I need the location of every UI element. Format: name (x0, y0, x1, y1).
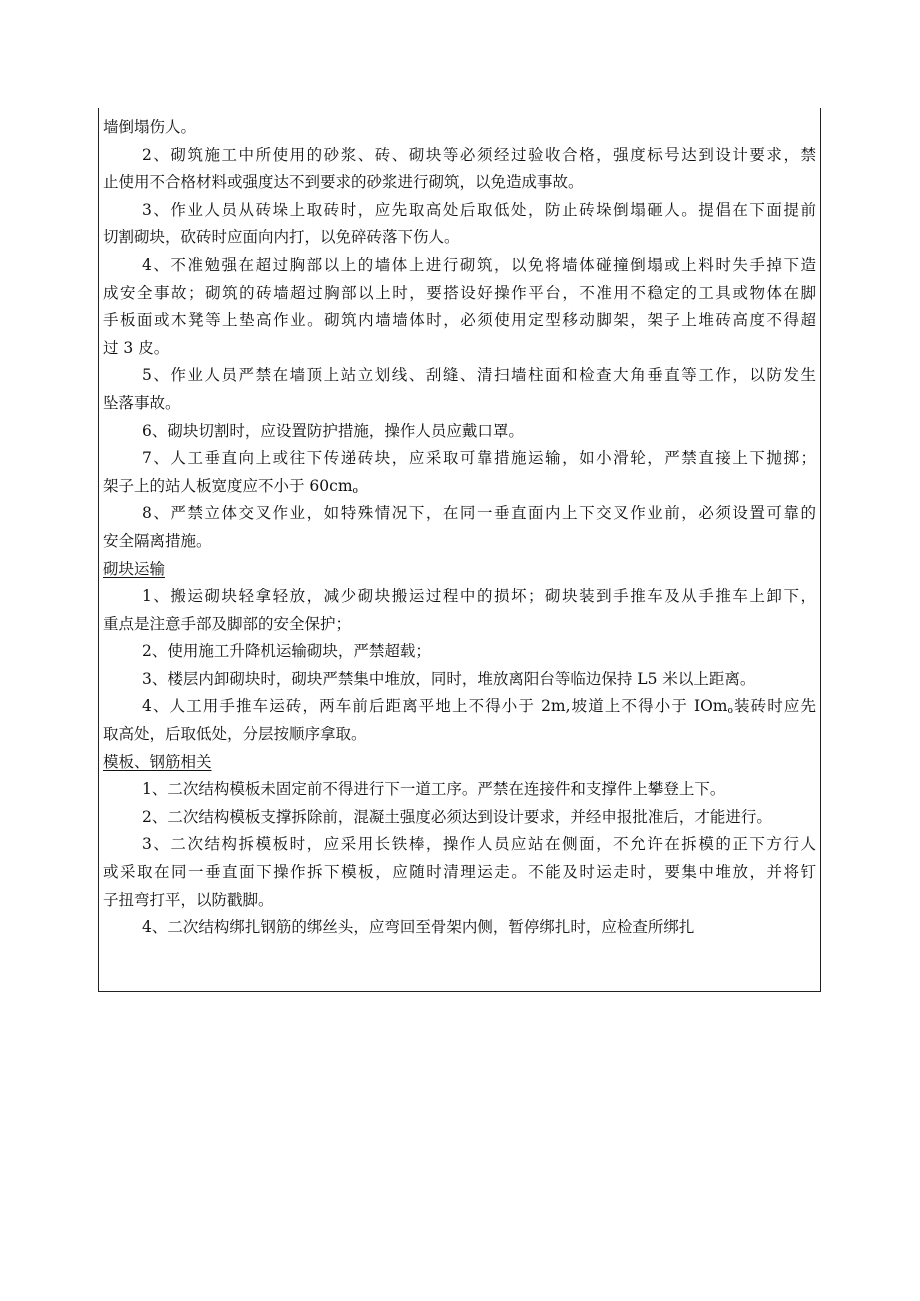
text-line (103, 859, 816, 887)
line-text: 安全隔离措施。 (103, 531, 212, 550)
line-text: 1、搬运砌块轻拿轻放，减少砌块搬运过程中的损坏；砌块装到手推车及从手推车上卸下， (142, 587, 816, 606)
line-text: 3、楼层内卸砌块时，砌块严禁集中堆放，同时，堆放离阳台等临边保持 L5 米以上距离。 (142, 669, 756, 688)
line-text: 止使用不合格材料或强度达不到要求的砂浆进行砌筑，以免造成事故。 (103, 173, 584, 192)
line-text: 子扭弯打平，以防戳脚。 (103, 890, 274, 909)
line-text: 2、使用施工升降机运输砌块，严禁超载； (142, 642, 431, 661)
text-line (103, 473, 816, 501)
text-line (103, 445, 816, 473)
text-line (103, 114, 816, 142)
text-line (103, 638, 816, 666)
line-text: 手板面或木凳等上垫高作业。砌筑内墙墙体时，必须使用定型移动脚架，架子上堆砖高度不得超 (103, 311, 816, 330)
line-text: 坠落事故。 (103, 393, 181, 412)
line-text: 砌块运输 (103, 559, 166, 578)
section-heading (103, 749, 816, 777)
line-text: 取高处，后取低处，分层按顺序拿取。 (103, 725, 367, 744)
line-text: 墙倒塌伤人。 (103, 118, 197, 136)
text-line (103, 280, 816, 308)
line-text: 过 3 皮。 (103, 338, 170, 357)
text-line (103, 804, 816, 832)
text-line (103, 197, 816, 225)
text-line (103, 335, 816, 363)
document-table-cell (98, 108, 821, 992)
text-line (103, 224, 816, 252)
text-line (103, 914, 816, 942)
text-line (103, 252, 816, 280)
text-line (103, 500, 816, 528)
line-text: 或采取在同一垂直面下操作拆下模板，应随时清理运走。不能及时运走时，要集中堆放，并将钉 (103, 863, 816, 882)
line-text: 3、作业人员从砖垛上取砖时，应先取高处后取低处，防止砖垛倒塌砸人。提倡在下面提前 (142, 200, 816, 219)
line-text: 7、人工垂直向上或往下传递砖块，应采取可靠措施运输，如小滑轮，严禁直接上下抛掷； (142, 449, 816, 468)
text-line (103, 887, 816, 915)
text-line (103, 169, 816, 197)
text-line (103, 721, 816, 749)
text-line (103, 418, 816, 446)
text-line (103, 528, 816, 556)
line-text: 1、二次结构模板未固定前不得进行下一道工序。严禁在连接件和支撑件上攀登上下。 (142, 780, 726, 799)
unit-subscript: o (352, 485, 358, 496)
line-text: 4、二次结构绑扎钢筋的绑丝头，应弯回至骨架内侧，暂停绑扎时，应检查所绑扎 (142, 918, 695, 937)
text-line (103, 142, 816, 170)
line-text: 4、人工用手推车运砖，两车前后距离平地上不得小于 2m,坡道上不得小于 IOm (142, 697, 728, 716)
text-line (103, 831, 816, 859)
text-line (103, 583, 816, 611)
line-text: 5、作业人员严禁在墙顶上站立划线、刮缝、清扫墙柱面和检查大角垂直等工作，以防发生 (142, 366, 816, 385)
line-text: 重点是注意手部及脚部的安全保护； (103, 614, 352, 633)
text-line (103, 611, 816, 639)
section-heading (103, 556, 816, 584)
line-text: 8、严禁立体交叉作业，如特殊情况下，在同一垂直面内上下交叉作业前，必须设置可靠的 (142, 504, 816, 523)
line-text: 2、二次结构模板支撑拆除前，混凝土强度必须达到设计要求，并经申报批准后，才能进行。 (142, 807, 772, 826)
line-text: 模板、钢筋相关 (103, 752, 212, 771)
text-line (103, 693, 816, 721)
line-text: 成安全事故；砌筑的砖墙超过胸部以上时，要搭设好操作平台，不准用不稳定的工具或物体在脚 (103, 283, 816, 302)
line-text: 切割砌块，砍砖时应面向内打，以免碎砖落下伤人。 (103, 228, 460, 247)
line-text: 4、不准勉强在超过胸部以上的墙体上进行砌筑，以免将墙体碰撞倒塌或上料时失手掉下造 (142, 255, 816, 274)
unit-subscript: o (727, 706, 733, 717)
line-text: 3、二次结构拆模板时，应采用长铁棒，操作人员应站在侧面，不允许在拆模的正下方行人 (142, 835, 816, 854)
text-line (103, 666, 816, 694)
line-text: 架子上的站人板宽度应不小于 60cm (103, 476, 353, 495)
line-text: 6、砌块切割时，应设置防护措施，操作人员应戴口罩。 (142, 421, 524, 440)
line-text-tail: 装砖时应先 (732, 697, 816, 716)
text-line (103, 776, 816, 804)
line-text: 2、砌筑施工中所使用的砂浆、砖、砌块等必须经过验收合格，强度标号达到设计要求，禁 (142, 145, 816, 164)
text-line (103, 390, 816, 418)
document-body (103, 114, 816, 942)
text-line (103, 362, 816, 390)
text-line (103, 307, 816, 335)
